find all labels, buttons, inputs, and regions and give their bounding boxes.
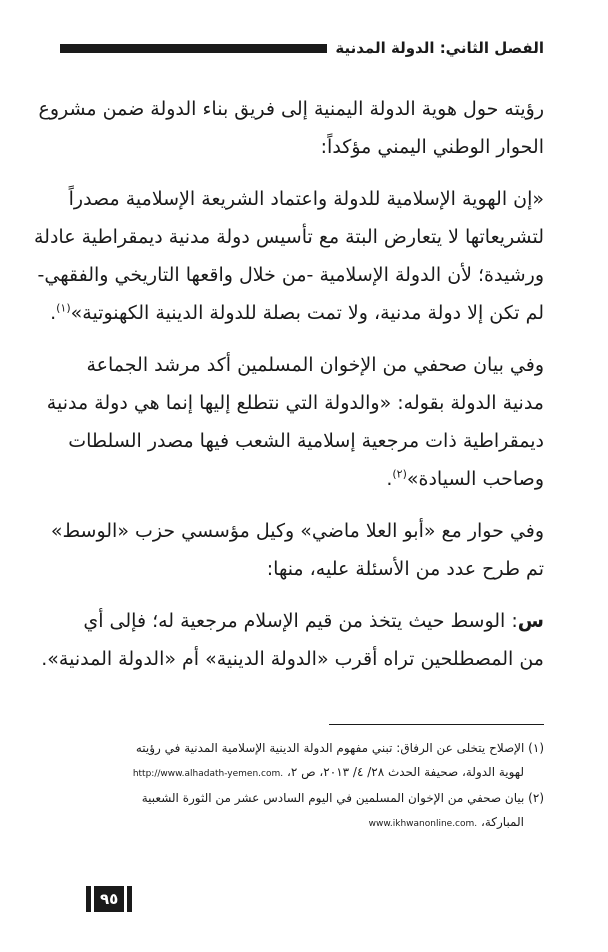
- text-line: ديمقراطية ذات مرجعية إسلامية الشعب فيها مصدر السلطات: [68, 430, 544, 452]
- running-header: [60, 36, 544, 60]
- quote-text: لم تكن إلا دولة مدنية، ولا تمت بصلة للدولة الدينية الكهنوتية»: [70, 302, 544, 324]
- text-line: من المصطلحين تراه أقرب «الدولة الدينية» أم «الدولة المدنية».: [41, 648, 544, 670]
- paragraph-statement: [46, 346, 544, 498]
- question-line: [60, 602, 544, 640]
- question-text: : الوسط حيث يتخذ من قيم الإسلام مرجعية له؛ فإلى أي: [83, 610, 518, 632]
- footnote-url[interactable]: http://www.alhadath-yemen.com.: [132, 769, 284, 779]
- footnote-line: (٢) بيان صحفي من الإخوان المسلمين في اليوم السادس عشر من الثورة الشعبية: [141, 791, 544, 805]
- footnote-1: [60, 736, 544, 786]
- footnote-ref-2[interactable]: (٢): [392, 467, 407, 481]
- footnote-text: المباركة،: [480, 815, 524, 829]
- footnote-separator: [329, 724, 544, 725]
- footnote-line: [60, 810, 544, 836]
- paragraph-interview: [50, 512, 544, 588]
- text-line: رؤيته حول هوية الدولة اليمنية إلى فريق بناء الدولة ضمن مشروع: [38, 98, 544, 120]
- page-number-bar: [86, 886, 91, 912]
- text-line: مدنية الدولة بقوله: «والدولة التي نتطلع إليها إنما هي دولة مدنية: [46, 392, 544, 414]
- text-line-last: [50, 294, 544, 332]
- text-line: «إن الهوية الإسلامية للدولة واعتماد الشريعة الإسلامية مصدراً: [68, 188, 544, 210]
- chapter-title: الفصل الثاني: الدولة المدنية: [335, 39, 544, 57]
- page-number-block: [86, 886, 132, 912]
- footnote-2: [60, 786, 544, 836]
- footnote-line: [60, 760, 544, 786]
- text-line: وفي بيان صحفي من الإخوان المسلمين أكد مرشد الجماعة: [86, 354, 544, 376]
- footnote-line: (١) الإصلاح يتخلى عن الرفاق: تبني مفهوم الدولة الدينية الإسلامية المدنية في رؤيته: [135, 741, 544, 755]
- text-line: وفي حوار مع «أبو العلا ماضي» وكيل مؤسسي حزب «الوسط»: [50, 520, 544, 542]
- period: .: [50, 302, 57, 324]
- text-line: لتشريعاتها لا يتعارض البتة مع تأسيس دولة مدنية ديمقراطية عادلة: [34, 226, 544, 248]
- header-rule: [60, 44, 327, 53]
- period: .: [386, 468, 393, 490]
- page-number: ٩٥: [94, 886, 124, 912]
- main-text: [34, 90, 544, 678]
- footnote-text: لهوية الدولة، صحيفة الحدث ٢٨/ ٤/ ٢٠١٣، ص ٢،: [286, 765, 524, 779]
- statement-text: وصاحب السيادة»: [406, 468, 544, 490]
- text-line: ورشيدة؛ لأن الدولة الإسلامية -من خلال واقعها التاريخي والفقهي-: [37, 264, 544, 286]
- text-line: الحوار الوطني اليمني مؤكداً:: [320, 136, 544, 158]
- footnote-url[interactable]: www.ikhwanonline.com.: [368, 819, 478, 829]
- text-line: تم طرح عدد من الأسئلة عليه، منها:: [266, 558, 544, 580]
- page-number-bar: [127, 886, 132, 912]
- paragraph-question: [41, 602, 544, 678]
- paragraph-quote: [34, 180, 544, 332]
- paragraph-intro: [38, 90, 544, 166]
- footnotes: [60, 736, 544, 836]
- question-label: س: [517, 610, 544, 632]
- footnote-ref-1[interactable]: (١): [56, 301, 71, 315]
- text-line-last: [60, 460, 544, 498]
